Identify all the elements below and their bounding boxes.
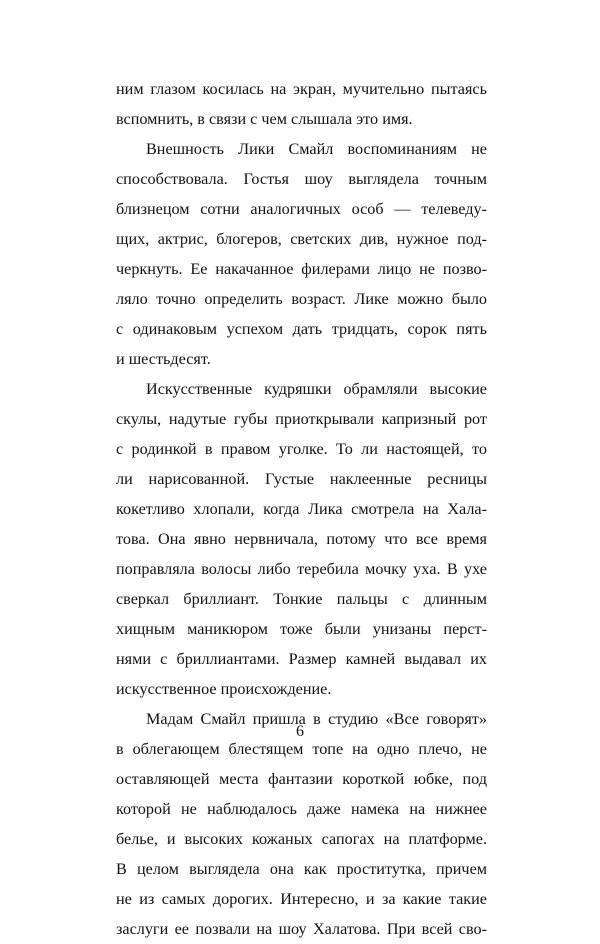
text-line: поправляла волосы либо теребила мочку уха. В ухе <box>116 560 487 578</box>
text-line: Искусственные кудряшки обрамляли высокие <box>146 380 487 398</box>
text-line: Мадам Смайл пришла в студию «Все говорят» <box>146 710 487 728</box>
text-line: хищным маникюром тоже были унизаны перст- <box>116 620 487 638</box>
text-line: В целом выглядела она как проститутка, причем <box>116 860 487 878</box>
text-line: Внешность Лики Смайл воспоминаниям не <box>146 140 487 158</box>
text-line: оставляющей места фантазии короткой юбке, под <box>116 770 487 788</box>
text-line: скулы, надутые губы приоткрывали капризный рот <box>116 410 487 428</box>
text-line: способствовала. Гостья шоу выглядела точным <box>116 170 487 188</box>
text-line: кокетливо хлопали, когда Лика смотрела на Хала- <box>116 500 487 518</box>
text-line: и шестьдесят. <box>116 350 211 368</box>
paragraph-1 <box>116 74 487 134</box>
text-line: искусственное происхождение. <box>116 680 332 698</box>
text-line: ли нарисованной. Густые наклеенные ресницы <box>116 470 487 488</box>
text-line: черкнуть. Ее накачанное филерами лицо не позво- <box>116 260 487 278</box>
text-line: това. Она явно нервничала, потому что все время <box>116 530 487 548</box>
text-line: в облегающем блестящем топе на одно плечо, не <box>116 740 487 758</box>
text-line: заслуги ее позвали на шоу Халатова. При всей сво- <box>116 920 487 938</box>
text-line: щих, актрис, блогеров, светских див, нужное под- <box>116 230 487 248</box>
page-number: 6 <box>296 723 304 740</box>
paragraph-3 <box>116 374 487 704</box>
text-line: близнецом сотни аналогичных особ — телеведу- <box>116 200 487 218</box>
text-line: ним глазом косилась на экран, мучительно пытаясь <box>116 80 487 98</box>
text-line: нями с бриллиантами. Размер камней выдавал их <box>116 650 487 668</box>
paragraph-2 <box>116 134 487 374</box>
text-line: не из самых дорогих. Интересно, и за какие такие <box>116 890 487 908</box>
text-line: с родинкой в правом уголке. То ли настоящей, то <box>116 440 487 458</box>
body-text <box>116 74 487 944</box>
text-line: которой не наблюдалось даже намека на нижнее <box>116 800 487 818</box>
text-line: ляло точно определить возраст. Лике можно было <box>116 290 487 308</box>
text-line: с одинаковым успехом дать тридцать, сорок пять <box>116 320 487 338</box>
text-line: вспомнить, в связи с чем слышала это имя. <box>116 110 413 128</box>
text-line: белье, и высоких кожаных сапогах на платформе. <box>116 830 487 848</box>
text-line: сверкал бриллиант. Тонкие пальцы с длинным <box>116 590 487 608</box>
